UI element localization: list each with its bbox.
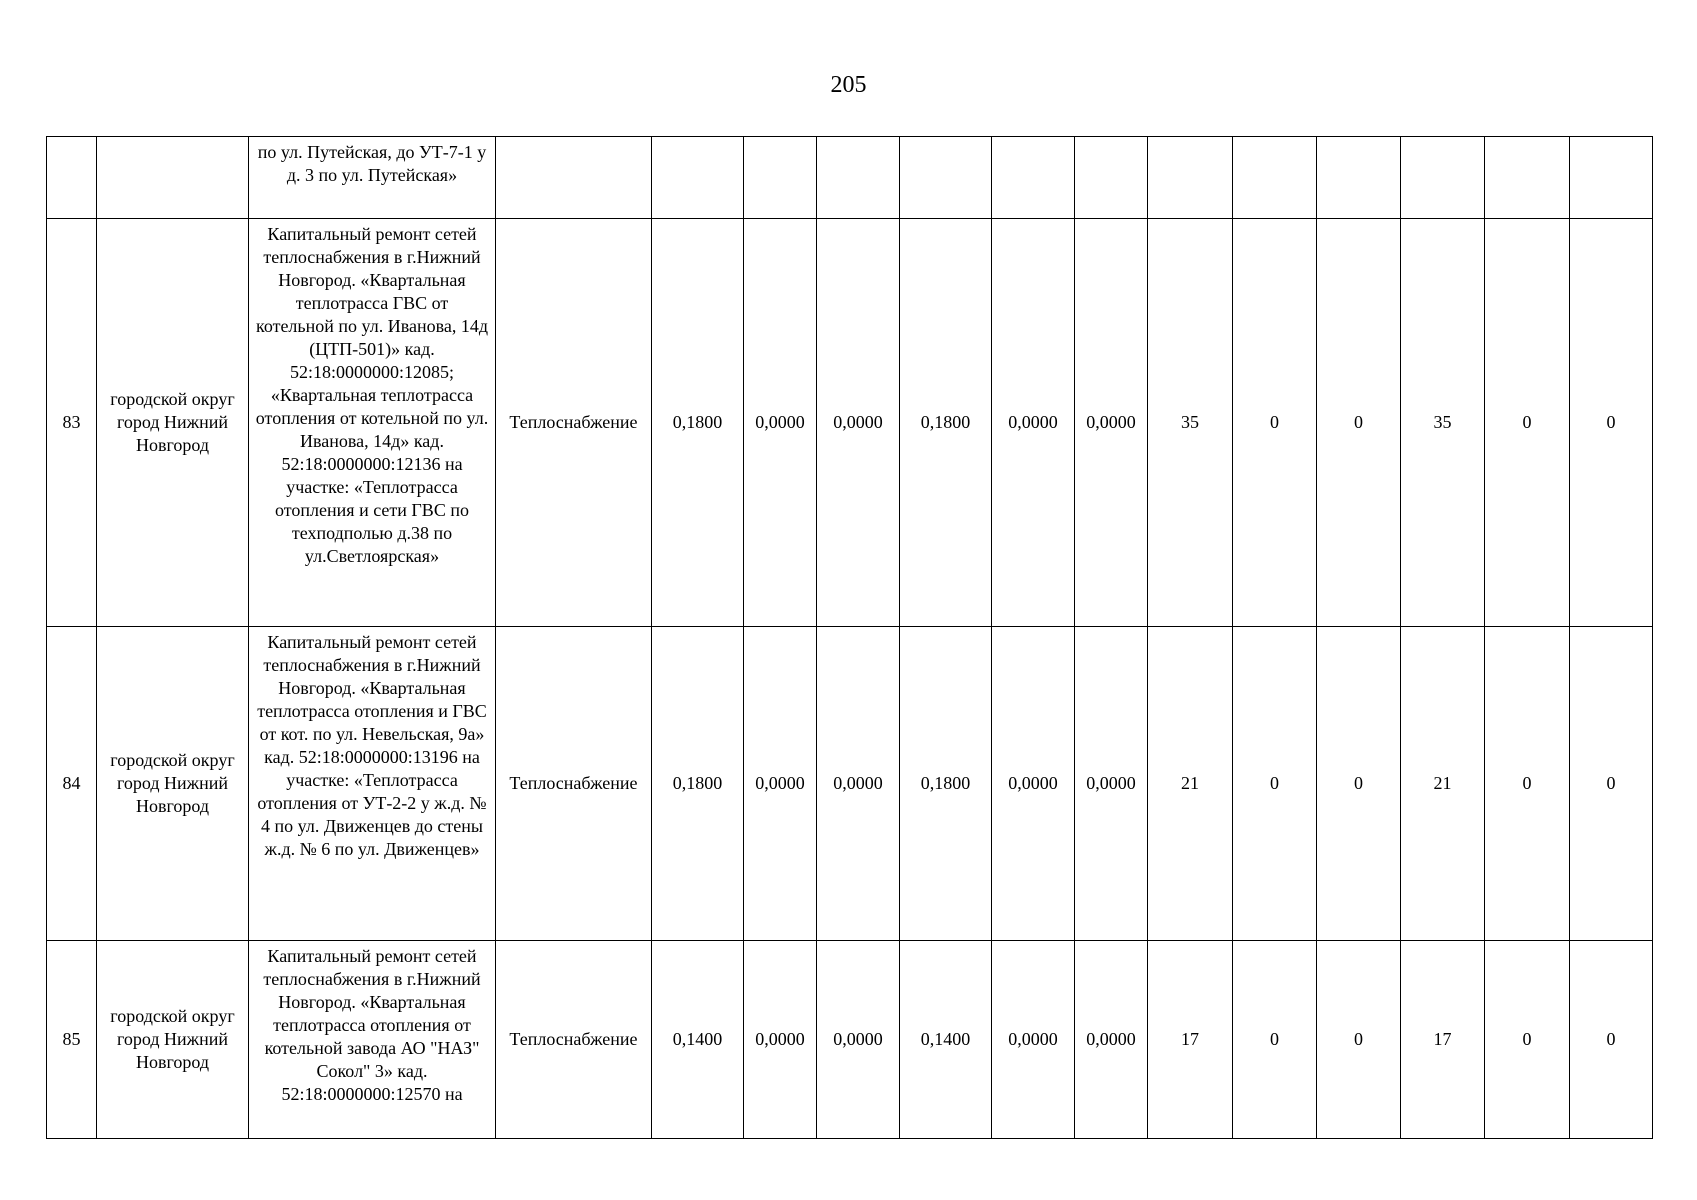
cell-c2: 0	[1233, 941, 1317, 1139]
table-row	[47, 941, 1653, 1139]
cell-v6: 0,0000	[1075, 219, 1148, 627]
cell-type: Теплоснабжение	[496, 219, 652, 627]
cell-c3: 0	[1317, 219, 1401, 627]
cell-c2	[1233, 137, 1317, 219]
cell-c1: 17	[1148, 941, 1233, 1139]
cell-territory	[97, 137, 249, 219]
cell-c4: 17	[1401, 941, 1485, 1139]
cell-num	[47, 137, 97, 219]
cell-c2: 0	[1233, 219, 1317, 627]
cell-v5: 0,0000	[992, 941, 1075, 1139]
cell-type: Теплоснабжение	[496, 627, 652, 941]
cell-territory: городской округ город Нижний Новгород	[97, 627, 249, 941]
cell-v5: 0,0000	[992, 219, 1075, 627]
cell-v1	[652, 137, 744, 219]
cell-c3: 0	[1317, 627, 1401, 941]
cell-c1: 35	[1148, 219, 1233, 627]
cell-v4: 0,1800	[900, 219, 992, 627]
cell-description: Капитальный ремонт сетей теплоснабжения в г.Нижний Новгород. «Квартальная теплотрасса ГВС от котельной по ул. Иванова, 14д (ЦТП-501)» кад. 52:18:0000000:12085; «Квартальная теплотрасса отопления от котельной по ул. Иванова, 14д» кад. 52:18:0000000:12136 на участке: «Теплотрасса отопления и сети ГВС по техподполью д.38 по ул.Светлоярская»	[249, 219, 496, 627]
cell-num: 84	[47, 627, 97, 941]
cell-v4	[900, 137, 992, 219]
cell-description: Капитальный ремонт сетей теплоснабжения в г.Нижний Новгород. «Квартальная теплотрасса отопления от котельной завода АО "НАЗ" Сокол" 3» кад. 52:18:0000000:12570 на	[249, 941, 496, 1139]
cell-v1: 0,1400	[652, 941, 744, 1139]
cell-c6	[1570, 137, 1653, 219]
data-table	[46, 136, 1653, 1139]
cell-description: по ул. Путейская, до УТ-7-1 у д. 3 по ул. Путейская»	[249, 137, 496, 219]
table-row	[47, 627, 1653, 941]
cell-v4: 0,1800	[900, 627, 992, 941]
cell-v2: 0,0000	[744, 627, 817, 941]
cell-territory: городской округ город Нижний Новгород	[97, 219, 249, 627]
cell-c2: 0	[1233, 627, 1317, 941]
cell-c4	[1401, 137, 1485, 219]
cell-v1: 0,1800	[652, 219, 744, 627]
cell-v4: 0,1400	[900, 941, 992, 1139]
cell-v2: 0,0000	[744, 941, 817, 1139]
cell-c5: 0	[1485, 219, 1570, 627]
cell-c1: 21	[1148, 627, 1233, 941]
cell-v3	[817, 137, 900, 219]
cell-v2	[744, 137, 817, 219]
cell-description: Капитальный ремонт сетей теплоснабжения в г.Нижний Новгород. «Квартальная теплотрасса отопления и ГВС от кот. по ул. Невельская, 9а» кад. 52:18:0000000:13196 на участке: «Теплотрасса отопления от УТ-2-2 у ж.д. № 4 по ул. Движенцев до стены ж.д. № 6 по ул. Движенцев»	[249, 627, 496, 941]
cell-v3: 0,0000	[817, 941, 900, 1139]
cell-territory: городской округ город Нижний Новгород	[97, 941, 249, 1139]
cell-c3: 0	[1317, 941, 1401, 1139]
cell-v6	[1075, 137, 1148, 219]
cell-type: Теплоснабжение	[496, 941, 652, 1139]
cell-c5: 0	[1485, 941, 1570, 1139]
cell-c1	[1148, 137, 1233, 219]
cell-type	[496, 137, 652, 219]
cell-c6: 0	[1570, 941, 1653, 1139]
cell-v1: 0,1800	[652, 627, 744, 941]
page-number: 205	[830, 72, 867, 98]
cell-num: 85	[47, 941, 97, 1139]
cell-c5: 0	[1485, 627, 1570, 941]
cell-v3: 0,0000	[817, 627, 900, 941]
table-row	[47, 219, 1653, 627]
cell-c4: 35	[1401, 219, 1485, 627]
cell-c3	[1317, 137, 1401, 219]
cell-c6: 0	[1570, 219, 1653, 627]
cell-v2: 0,0000	[744, 219, 817, 627]
cell-c5	[1485, 137, 1570, 219]
cell-v5	[992, 137, 1075, 219]
cell-num: 83	[47, 219, 97, 627]
table-row-continuation	[47, 137, 1653, 219]
cell-v5: 0,0000	[992, 627, 1075, 941]
cell-c6: 0	[1570, 627, 1653, 941]
cell-v3: 0,0000	[817, 219, 900, 627]
cell-v6: 0,0000	[1075, 627, 1148, 941]
cell-v6: 0,0000	[1075, 941, 1148, 1139]
cell-c4: 21	[1401, 627, 1485, 941]
